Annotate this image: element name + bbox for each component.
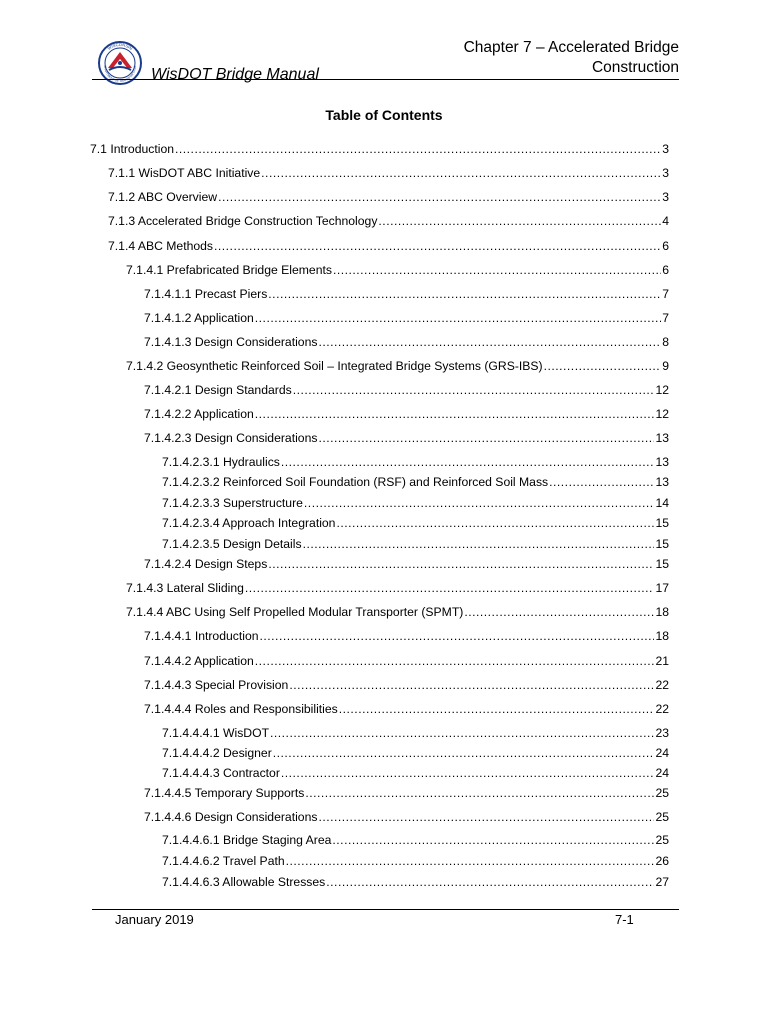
toc-dot-leader (270, 725, 654, 741)
toc-dot-leader (268, 286, 661, 302)
toc-entry[interactable] (144, 310, 669, 326)
toc-entry[interactable] (162, 725, 669, 741)
toc-dot-leader (255, 310, 661, 326)
seal-top-text: WISCONSIN (106, 41, 134, 51)
toc-entry-page: 4 (662, 214, 669, 228)
toc-entry-page: 12 (655, 407, 669, 421)
toc-entry-label: 7.1.4.2.2 Application (144, 407, 254, 421)
toc-entry[interactable] (162, 515, 669, 531)
toc-entry[interactable] (144, 430, 669, 446)
toc-entry[interactable] (162, 474, 669, 490)
toc-entry[interactable] (144, 628, 669, 644)
toc-entry-label: 7.1.4.2.3 Design Considerations (144, 431, 318, 445)
toc-entry-page: 13 (655, 431, 669, 445)
toc-entry-label: 7.1.2 ABC Overview (108, 190, 218, 204)
toc-dot-leader (286, 853, 655, 869)
toc-entry-label: 7.1.4 ABC Methods (108, 239, 214, 253)
toc-entry-label: 7.1.4.2.1 Design Standards (144, 383, 292, 397)
toc-entry-label: 7.1.4.2.3.3 Superstructure (162, 496, 303, 510)
footer-date: January 2019 (115, 912, 194, 927)
toc-entry[interactable] (144, 382, 669, 398)
toc-entry[interactable] (108, 238, 669, 254)
toc-entry[interactable] (162, 495, 669, 511)
toc-entry[interactable] (144, 701, 669, 717)
toc-entry[interactable] (144, 406, 669, 422)
toc-entry-page: 7 (662, 287, 669, 301)
toc-entry-page: 12 (655, 383, 669, 397)
toc-dot-leader (289, 677, 654, 693)
toc-dot-leader (326, 874, 654, 890)
toc-dot-leader (281, 765, 655, 781)
toc-entry-label: 7.1.1 WisDOT ABC Initiative (108, 166, 261, 180)
toc-entry-label: 7.1.4.4.4.3 Contractor (162, 766, 280, 780)
toc-entry[interactable] (162, 536, 669, 552)
toc-entry-page: 15 (655, 516, 669, 530)
toc-dot-leader (218, 189, 661, 205)
toc-entry-label: 7.1.4.2.3.4 Approach Integration (162, 516, 336, 530)
toc-dot-leader (378, 213, 661, 229)
toc-entry-label: 7.1.4.2.3.5 Design Details (162, 537, 302, 551)
toc-entry[interactable] (144, 809, 669, 825)
toc-entry-page: 3 (662, 166, 669, 180)
toc-entry[interactable] (126, 604, 669, 620)
toc-entry-label: 7.1.4.1 Prefabricated Bridge Elements (126, 263, 332, 277)
toc-entry-page: 15 (655, 557, 669, 571)
toc-dot-leader (464, 604, 654, 620)
chapter-title-line2: Construction (591, 59, 679, 76)
toc-entry-label: 7.1.4.4.4.1 WisDOT (162, 726, 270, 740)
toc-entry[interactable] (144, 556, 669, 572)
toc-entry-label: 7.1.4.2.4 Design Steps (144, 557, 268, 571)
toc-entry-page: 25 (655, 833, 669, 847)
toc-entry-label: 7.1.3 Accelerated Bridge Construction Technology (108, 214, 378, 228)
toc-entry-label: 7.1.4.2.3.1 Hydraulics (162, 455, 280, 469)
toc-entry-label: 7.1.4.2.3.2 Reinforced Soil Foundation (RSF) and Reinforced Soil Mass (162, 475, 549, 489)
toc-dot-leader (261, 165, 661, 181)
toc-entry-page: 14 (655, 496, 669, 510)
toc-entry-label: 7.1.4.4.5 Temporary Supports (144, 786, 305, 800)
toc-dot-leader (303, 536, 655, 552)
toc-entry-label: 7.1.4.4.1 Introduction (144, 629, 259, 643)
toc-dot-leader (273, 745, 655, 761)
toc-entry-label: 7.1.4.4.4.2 Designer (162, 746, 272, 760)
toc-dot-leader (339, 701, 655, 717)
toc-entry-label: 7.1.4.4.2 Application (144, 654, 254, 668)
toc-dot-leader (318, 430, 654, 446)
toc-entry-page: 9 (662, 359, 669, 373)
toc-entry-page: 22 (655, 678, 669, 692)
toc-entry-label: 7.1.4.4.6.1 Bridge Staging Area (162, 833, 332, 847)
toc-entry-label: 7.1.4.4.6.3 Allowable Stresses (162, 875, 326, 889)
toc-entry-label: 7.1.4.4 ABC Using Self Propelled Modular Transporter (SPMT) (126, 605, 464, 619)
toc-entry-label: 7.1.4.1.2 Application (144, 311, 254, 325)
toc-dot-leader (281, 454, 655, 470)
toc-entry-page: 7 (662, 311, 669, 325)
toc-entry-label: 7.1.4.1.3 Design Considerations (144, 335, 318, 349)
toc-entry-label: 7.1.4.4.6.2 Travel Path (162, 854, 285, 868)
toc-entry-label: 7.1.4.4.4 Roles and Responsibilities (144, 702, 338, 716)
toc-dot-leader (255, 653, 655, 669)
toc-dot-leader (544, 358, 662, 374)
toc-entry-page: 18 (655, 629, 669, 643)
toc-entry-page: 26 (655, 854, 669, 868)
toc-entry-page: 24 (655, 766, 669, 780)
toc-entry-page: 13 (655, 475, 669, 489)
toc-entry-page: 22 (655, 702, 669, 716)
toc-entry[interactable] (162, 745, 669, 761)
toc-title: Table of Contents (325, 107, 443, 123)
toc-dot-leader (293, 382, 655, 398)
toc-entry[interactable] (162, 765, 669, 781)
toc-dot-leader (318, 809, 654, 825)
toc-entry-page: 21 (655, 654, 669, 668)
toc-dot-leader (333, 262, 661, 278)
toc-entry-page: 18 (655, 605, 669, 619)
toc-entry[interactable] (144, 785, 669, 801)
toc-entry-label: 7.1.4.3 Lateral Sliding (126, 581, 244, 595)
toc-entry-label: 7.1.4.4.6 Design Considerations (144, 810, 318, 824)
toc-entry[interactable] (108, 165, 669, 181)
toc-dot-leader (332, 832, 654, 848)
toc-dot-leader (318, 334, 661, 350)
toc-dot-leader (268, 556, 654, 572)
toc-entry[interactable] (108, 189, 669, 205)
footer-rule (92, 909, 679, 910)
toc-entry-page: 23 (655, 726, 669, 740)
toc-dot-leader (255, 406, 655, 422)
toc-entry[interactable] (126, 262, 669, 278)
toc-entry-page: 25 (655, 810, 669, 824)
toc-entry[interactable] (144, 677, 669, 693)
toc-dot-leader (304, 495, 655, 511)
toc-dot-leader (549, 474, 654, 490)
toc-entry[interactable] (162, 832, 669, 848)
seal-bottom-text: EPARTMENT OF TRANSPORTATIO (102, 65, 138, 84)
toc-entry-page: 15 (655, 537, 669, 551)
manual-title: WisDOT Bridge Manual (151, 66, 319, 83)
toc-entry-page: 24 (655, 746, 669, 760)
toc-dot-leader (305, 785, 654, 801)
toc-dot-leader (260, 628, 655, 644)
toc-entry[interactable] (90, 141, 669, 157)
toc-dot-leader (214, 238, 661, 254)
toc-entry-label: 7.1.4.2 Geosynthetic Reinforced Soil – Integrated Bridge Systems (GRS-IBS) (126, 359, 543, 373)
toc-dot-leader (175, 141, 661, 157)
toc-entry-page: 25 (655, 786, 669, 800)
toc-entry-page: 13 (655, 455, 669, 469)
toc-entry-page: 3 (662, 190, 669, 204)
toc-entry[interactable] (144, 653, 669, 669)
toc-dot-leader (245, 580, 655, 596)
toc-entry[interactable] (162, 454, 669, 470)
toc-entry-page: 27 (655, 875, 669, 889)
toc-entry-label: 7.1.4.4.3 Special Provision (144, 678, 289, 692)
toc-entry-label: 7.1.4.1.1 Precast Piers (144, 287, 268, 301)
chapter-title-line1: Chapter 7 – Accelerated Bridge (463, 39, 679, 56)
toc-entry-page: 6 (662, 263, 669, 277)
toc-entry[interactable] (162, 853, 669, 869)
toc-entry-label: 7.1 Introduction (90, 142, 175, 156)
toc-entry-page: 8 (662, 335, 669, 349)
toc-entry[interactable] (126, 358, 669, 374)
toc-dot-leader (336, 515, 654, 531)
footer-page-number: 7-1 (615, 912, 634, 927)
toc-entry-page: 3 (662, 142, 669, 156)
toc-entry-page: 17 (655, 581, 669, 595)
toc-entry[interactable] (126, 580, 669, 596)
toc-entry-page: 6 (662, 239, 669, 253)
toc-entry[interactable] (162, 874, 669, 890)
toc-entry[interactable] (108, 213, 669, 229)
toc-entry[interactable] (144, 334, 669, 350)
toc-entry[interactable] (144, 286, 669, 302)
